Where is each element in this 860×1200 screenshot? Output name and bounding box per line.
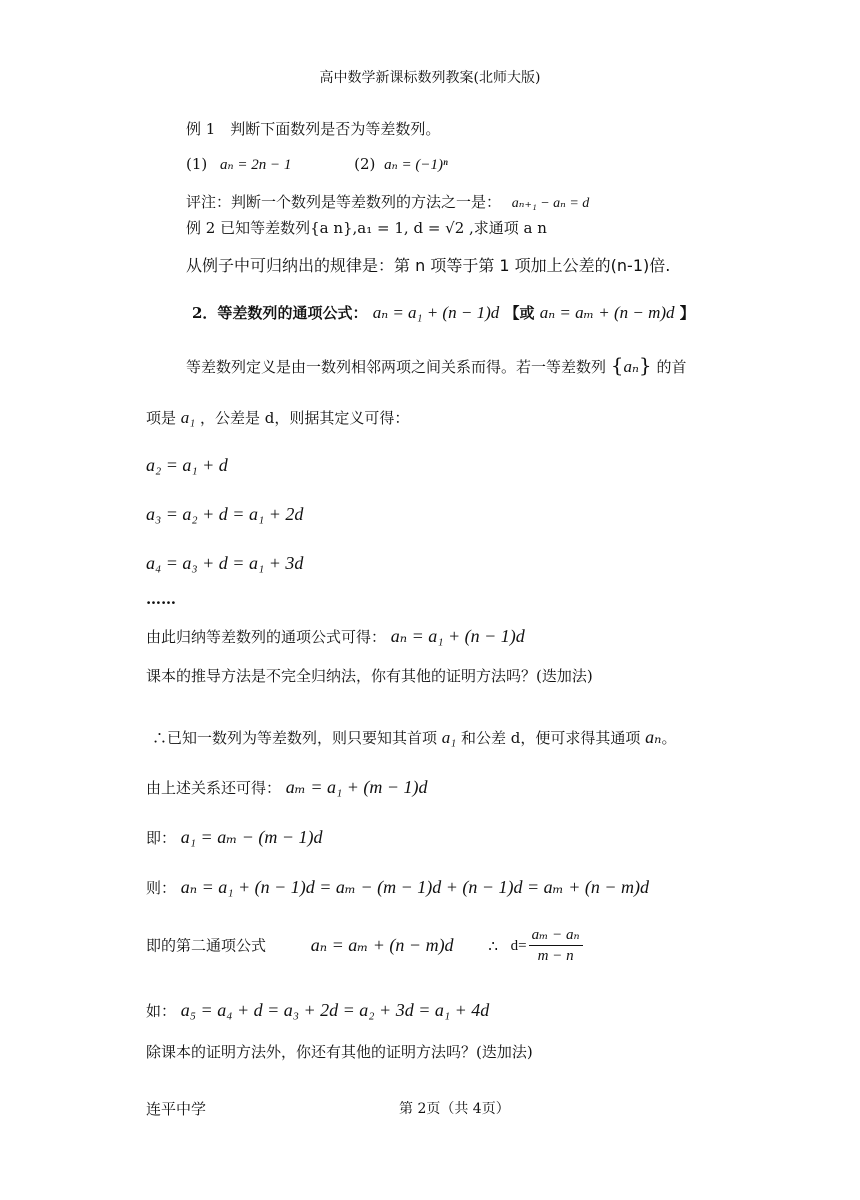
relation-formula: aₘ = a₁ + (m − 1)d [285,777,428,797]
comment-formula: aₙ₊₁ − aₙ = d [511,196,590,211]
d-fraction [529,926,583,965]
relation-text: 由上述关系还可得： [146,779,282,797]
conclusion-a: ∴已知一数列为等差数列，则只要知其首项 [152,729,438,747]
ze-formula: aₙ = a₁ + (n − 1)d = aₘ − (m − 1)d + (n − 1)d = aₘ + (n − m)d [180,877,649,897]
definition-end: 的首 [656,358,687,376]
derivation-eq1: a₂ = a₁ + d [146,455,228,475]
page-header-title: 高中数学新课标数列教案(北师大版) [319,70,541,86]
section2-alt-open: 【或 [504,304,535,322]
example-formula: a₅ = a₄ + d = a₃ + 2d = a₂ + 3d = a₁ + 4d [180,1000,490,1020]
rule-line: 从例子中可归纳出的规律是：第 n 项等于第 1 项加上公差的(n-1)倍. [186,256,671,275]
example-text: 如： [146,1002,177,1020]
definition-text: 等差数列定义是由一数列相邻两项之间关系而得。若一等差数列 [186,358,607,376]
example2-line: 例 2 已知等差数列{a n},a₁ = 1, d = √2 ,求通项 a n [186,219,547,237]
d-numerator: aₘ − aₙ [529,926,583,946]
comment-text: 评注：判断一个数列是等差数列的方法之一是： [186,193,502,211]
section2-alt-formula: aₙ = aₘ + (n − m)d [539,303,675,322]
definition-line2-a: 项是 [146,409,177,427]
therefore-symbol: ∴ [488,936,498,955]
item1-label: (1) [186,155,208,173]
item2-label: (2) [354,155,376,173]
second-formula: aₙ = aₘ + (n − m)d [310,934,454,955]
section2-title: 2．等差数列的通项公式： [192,304,368,322]
second-formula-text: 即的第二通项公式 [146,936,267,955]
conclusion-b: 和公差 d，便可求得其通项 [461,729,641,747]
item2-formula: aₙ = (−1)ⁿ [384,157,448,173]
example-line [146,1000,489,1022]
definition-line2-sym: a₁ [180,408,196,427]
second-formula-line [146,926,583,965]
item1-formula: aₙ = 2n − 1 [220,157,292,173]
ze-line [146,877,649,899]
derivation-eq3: a₄ = a₃ + d = a₁ + 3d [146,553,304,573]
conclusion-sym2: aₙ [645,727,662,747]
relation-line [146,777,428,799]
ze-text: 则： [146,879,177,897]
induction-text: 由此归纳等差数列的通项公式可得： [146,628,387,646]
ji-text: 即： [146,829,177,847]
example1-title: 例 1 判断下面数列是否为等差数列。 [186,120,441,138]
footer-school: 连平中学 [146,1100,207,1118]
definition-line2-b: ，公差是 d，则据其定义可得： [200,409,410,427]
definition-line2 [146,408,409,428]
conclusion-line [152,727,676,749]
ji-formula: a₁ = aₘ − (m − 1)d [180,827,323,847]
d-denominator: m − n [537,948,574,964]
comment-line [186,193,589,213]
derivation-ellipsis: …… [146,590,176,608]
d-label: d= [510,937,527,954]
footer-page-number: 第 2页（共 4页） [399,1101,510,1117]
conclusion-sym1: a₁ [441,728,457,747]
section2-formula: aₙ = a₁ + (n − 1)d [372,303,500,322]
definition-line1: 等差数列定义是由一数列相邻两项之间关系而得。若一等差数列 {aₙ} 的首 [186,353,687,377]
question1: 课本的推导方法是不完全归纳法，你有其他的证明方法吗？(迭加法) [146,667,593,685]
question2: 除课本的证明方法外，你还有其他的证明方法吗？(迭加法) [146,1043,533,1061]
section2-alt-close: 】 [679,304,695,322]
conclusion-end: 。 [661,729,677,747]
induction-formula: aₙ = a₁ + (n − 1)d [390,626,525,646]
derivation-eq2: a₃ = a₂ + d = a₁ + 2d [146,504,304,524]
induction-line [146,626,525,648]
example1-items [186,155,448,174]
section2-heading [192,303,695,323]
ji-line [146,827,323,849]
definition-sym: aₙ [623,357,639,376]
